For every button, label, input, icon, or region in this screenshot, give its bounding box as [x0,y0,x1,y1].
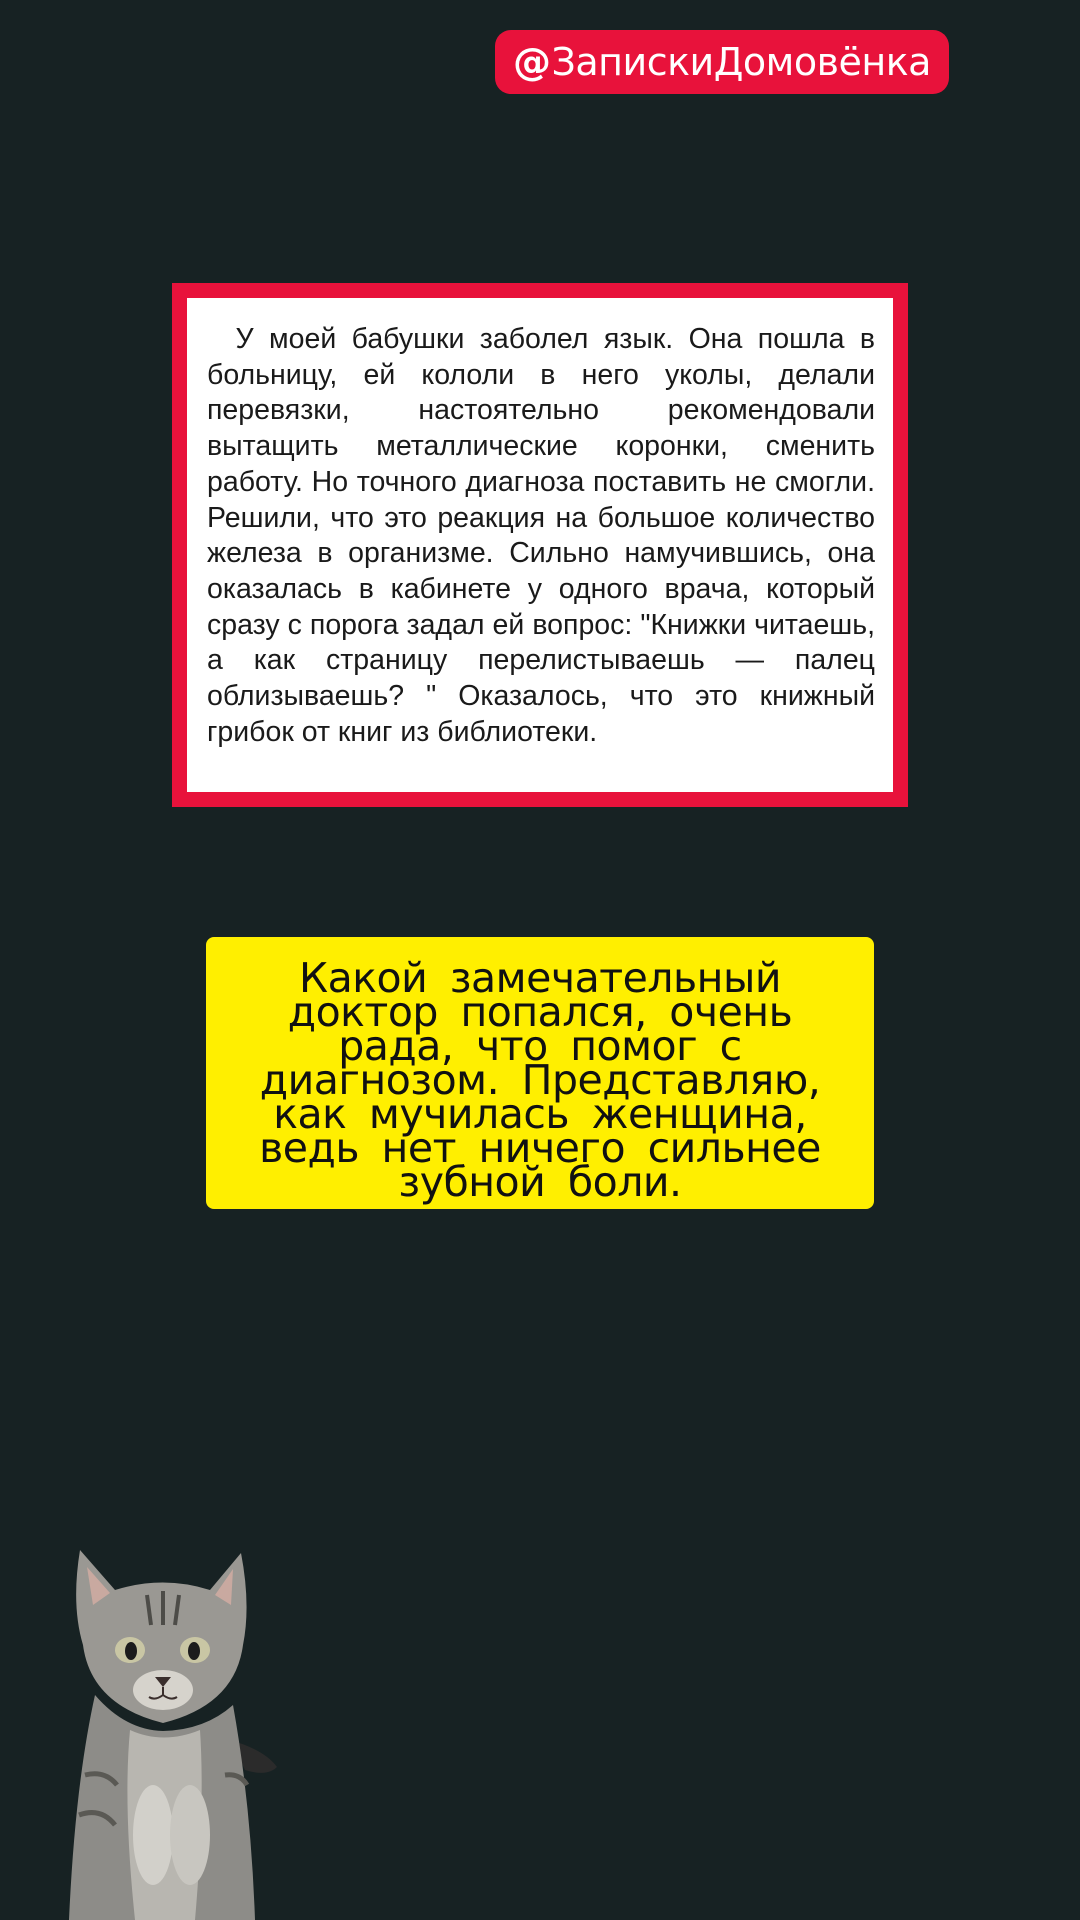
comment-text: Какой замечательный доктор попался, очень рада, что помог с диагнозом. Представляю, как мучилась женщина, ведь нет ничего сильнее зубной боли. [259,954,821,1206]
at-sign-icon: @ [513,40,551,84]
channel-badge[interactable] [495,30,949,94]
channel-name: ЗапискиДомовёнка [551,40,931,84]
story-text: У моей бабушки заболел язык. Она пошла в больницу, ей кололи в него уколы, делали перевязки, настоятельно рекомендовали вытащить металлические коронки, сменить работу. Но точного диагноза поставить не смогли. Решили, что это реакция на большое количество железа в организме. Сильно намучившись, она оказалась в кабинете у одного врача, который сразу с порога задал ей вопрос: "Книжки читаешь, а как страницу перелистываешь — палец облизываешь? " Оказалось, что это книжный грибок от книг из библиотеки. [207,323,875,748]
comment-card [206,937,874,1209]
cat-icon [55,1545,285,1920]
story-card [172,283,908,807]
story-card-body [187,298,893,792]
